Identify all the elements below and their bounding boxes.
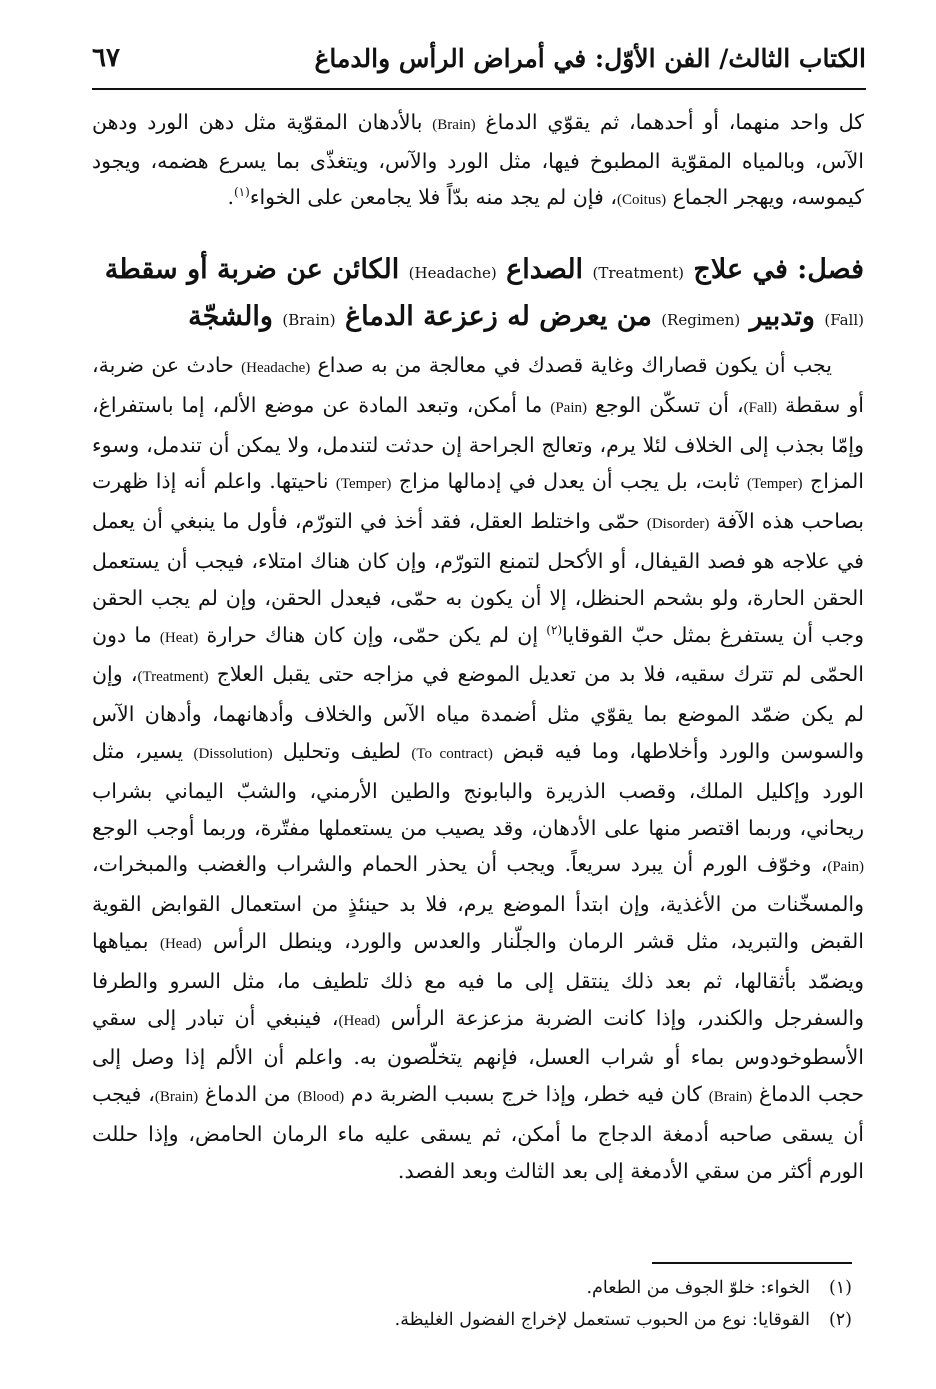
- text-span: من الدماغ: [198, 1082, 298, 1107]
- text-span: ، أن تسكّن الوجع: [587, 392, 744, 417]
- text-span: .: [227, 185, 234, 209]
- text-span: يسير، مثل الورد وإكليل الملك، وقصب الذريرة والبابونج والطين الأرمني، والشبّ اليماني بشراب ريحاني، وربما اقتصر منها على الأدهان، وقد يصيب من يستعملها مفتّرة، وربما أوجب الوجع: [92, 738, 864, 840]
- heading-text: الكائن عن ضربة أو سقطة: [104, 254, 409, 285]
- latin-term: (Temper): [335, 476, 392, 493]
- footnotes: [92, 1272, 852, 1336]
- text-span: ناحيتها. واعلم أنه إذا ظهرت بصاحب هذه الآفة: [92, 469, 864, 534]
- footnote-text: القوقايا: نوع من الحبوب تستعمل لإخراج الفضول الغليظة.: [394, 1310, 810, 1330]
- text-span: لطيف وتحليل: [272, 738, 412, 763]
- text-span: ، فإن لم يجد منه بدّاً فلا يجامعن على الخواء: [249, 185, 617, 209]
- latin-term: (Fall): [743, 399, 777, 416]
- text-span: إن لم يكن حمّى، وإن كان هناك حرارة: [198, 622, 547, 647]
- heading-text: فصل: في علاج: [684, 254, 864, 285]
- latin-term: (Disorder): [646, 516, 710, 533]
- footnote-ref: (١): [233, 185, 250, 200]
- text-span: بمياهها ويضمّد بأثقالها، ثم بعد ذلك ينتقل إلى ما فيه مع ذلك تلطيف ما، مثل السرو والطرفا والسفرجل والكندر، وإذا كانت الضربة مزعزعة الرأس: [92, 928, 864, 1030]
- section-heading: [90, 248, 864, 342]
- latin-term: (Pain): [827, 859, 864, 876]
- footnote-text: الخواء: خلوّ الجوف من الطعام.: [586, 1278, 810, 1298]
- page-number: ٦٧: [92, 43, 120, 73]
- text-span: حمّى واختلط العقل، فقد أخذ في التورّم، فأول ما ينبغي أن يعمل في علاجه هو فصد القيفال، أو الأكحل لتمنع التورّم، وإن كان هناك امتلاء، فيجب أن يستعمل الحقن الحارة، ولو بشحم الحنظل، إلا أن يكون به حمّى، فيعدل الحقن، وإن لم يجب الحقن وجب أن يستفرغ بمثل حبّ القوقايا: [92, 509, 864, 647]
- heading-text: من يعرض له زعزعة الدماغ: [335, 301, 662, 332]
- body-paragraph: [92, 347, 864, 1190]
- latin-term: (Temper): [746, 476, 803, 493]
- latin-term: (Heat): [159, 629, 199, 646]
- text-span: ما أمكن، وتبعد المادة عن موضع الألم، إما باستفراغ، وإمّا بجذب إلى الخلاف لئلا يرم، وتعالج الجراحة إن حدثت لتندمل، ولا يمكن أن تندمل، وسوء المزاج: [92, 392, 864, 494]
- header-rule: [92, 88, 866, 90]
- latin-term: (Brain): [708, 1089, 753, 1106]
- latin-term: (Headache): [241, 360, 311, 376]
- text-span: ، فينبغي أن تبادر إلى سقي الأسطوخودوس بماء أو شراب العسل، فإنهم يتخلّصون به. واعلم أن الألم إذا وصل إلى حجب الدماغ: [92, 1005, 865, 1107]
- text-span: حادث عن ضربة، أو سقطة: [92, 353, 865, 417]
- latin-term: (Treatment): [592, 264, 684, 282]
- footnote: [92, 1304, 852, 1336]
- footnote-number: (١): [828, 1278, 852, 1298]
- latin-term: (Fall): [824, 311, 864, 329]
- latin-term: (Coitus): [616, 192, 667, 208]
- text-span: ، فيجب أن يسقى صاحبه أدمغة الدجاج ما أمكن، ثم يسقى عليه ماء الرمان الحامض، وإذا حللت الورم أكثر من سقي الأدمغة إلى بعد الثالث وبعد الفصد.: [92, 1082, 864, 1183]
- footnote-rule: [652, 1262, 852, 1264]
- latin-term: (Brain): [154, 1089, 199, 1106]
- text-span: بالأدهان المقوّية مثل دهن الورد ودهن الآس، وبالمياه المقوّية المطبوخ فيها، مثل الورد والآس، ويتغذّى بما يسرع هضمه، ويجود كيموسه، ويهجر الجماع: [92, 110, 864, 209]
- heading-text: الصداع: [496, 254, 593, 285]
- latin-term: (Pain): [550, 399, 587, 416]
- text-span: ، وخوّف الورم أن يبرد سريعاً. ويجب أن يحذر الحمام والشراب والغضب والمبخرات، والمسخّنات من الأغذية، وإن ابتدأ الموضع يرم، فلا بد حينئذٍ من استعمال القوابض القوية القبض والتبريد، مثل قشر الرمان والجلّنار والعدس والورد، وينطل الرأس: [92, 852, 864, 953]
- latin-term: (Treatment): [137, 669, 209, 686]
- text-span: كل واحد منهما، أو أحدهما، ثم يقوّي الدماغ: [475, 110, 864, 134]
- footnote: [92, 1272, 852, 1304]
- text-span: يجب أن يكون قصاراك وغاية قصدك في معالجة من به صداع: [310, 353, 832, 377]
- paragraph-continued: [92, 104, 864, 218]
- latin-term: (Brain): [282, 311, 336, 329]
- page-header: [92, 36, 866, 80]
- latin-term: (Head): [338, 1012, 381, 1029]
- latin-term: (Head): [159, 935, 202, 952]
- latin-term: (Regimen): [661, 311, 741, 329]
- text-span: كان فيه خطر، وإذا خرج بسبب الضربة دم: [344, 1082, 709, 1107]
- heading-text: والشجّة: [188, 301, 283, 332]
- latin-term: (Blood): [297, 1089, 345, 1106]
- running-title: الكتاب الثالث/ الفن الأوّل: في أمراض الرأس والدماغ: [314, 43, 866, 73]
- latin-term: (Headache): [408, 264, 497, 282]
- footnote-ref: (٢): [546, 622, 563, 637]
- latin-term: (Brain): [432, 117, 476, 133]
- text-span: ما دون الحمّى لم تترك سقيه، فلا بد من تعديل الموضع في مزاجه حتى يقبل العلاج: [92, 622, 864, 687]
- heading-text: وتدبير: [740, 301, 825, 332]
- latin-term: (To contract): [411, 745, 493, 762]
- latin-term: (Dissolution): [193, 745, 273, 762]
- text-span: ثابت، بل يجب أن يعدل في إدمالها مزاج: [391, 469, 747, 494]
- text-span: ، وإن لم يكن ضمّد الموضع بما يقوّي مثل أضمدة مياه الآس والخلاف وأدهانهما، وأدهان الآس والسوسن والورد وأخلاطها، وما فيه قبض: [92, 662, 865, 763]
- footnote-number: (٢): [828, 1310, 852, 1330]
